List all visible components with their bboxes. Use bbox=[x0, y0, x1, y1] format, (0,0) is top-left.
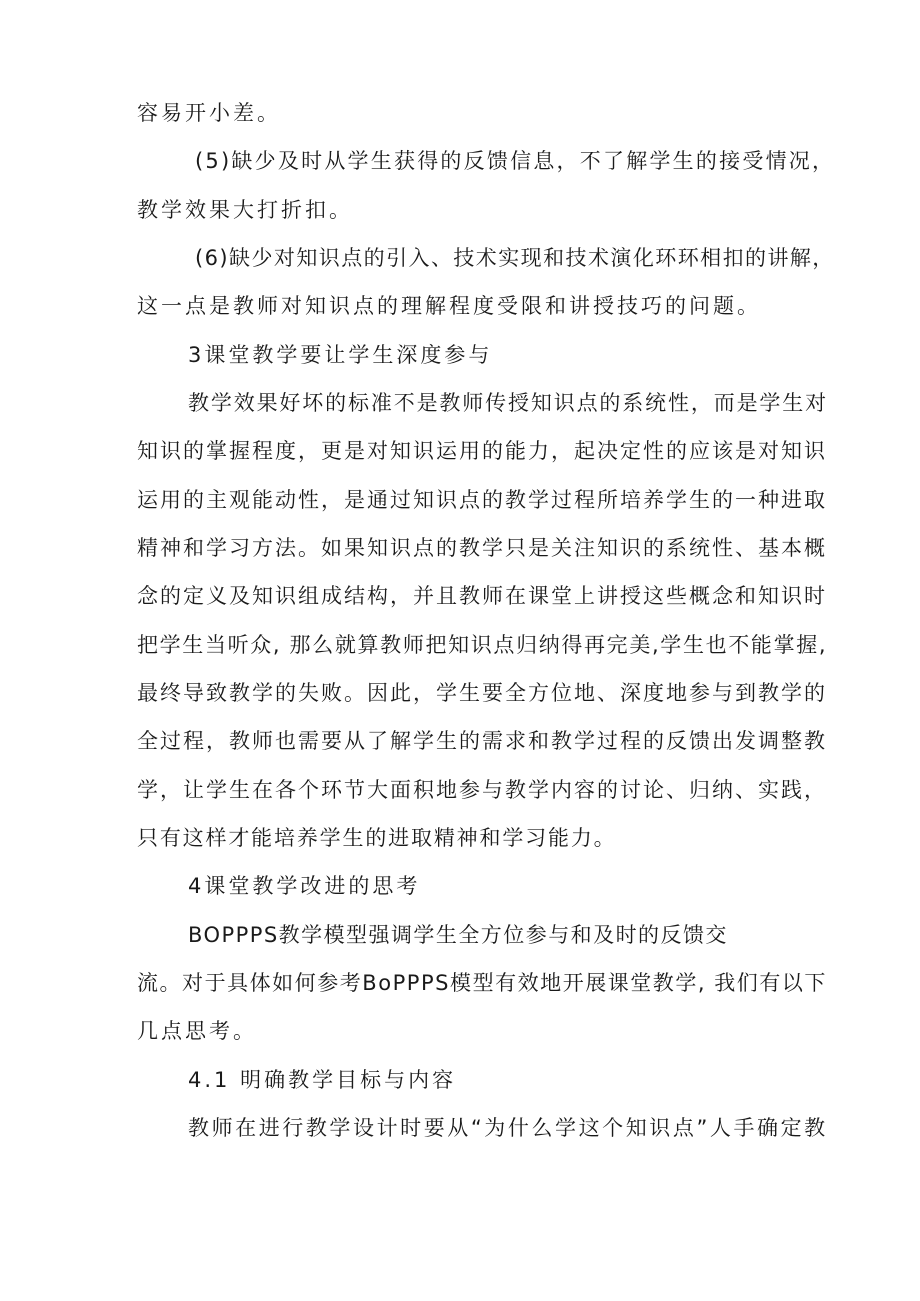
text-line: 教学效果大打折扣。 bbox=[137, 198, 353, 222]
text-line: 学，让学生在各个环节大面积地参与教学内容的讨论、归纳、实践， bbox=[137, 778, 827, 802]
text-line: 运用的主观能动性，是通过知识点的教学过程所培养学生的一种进取 bbox=[137, 488, 827, 512]
text-line: 教学效果好坏的标准不是教师传授知识点的系统性，而是学生对 bbox=[188, 391, 828, 415]
text-line: 全过程，教师也需要从了解学生的需求和教学过程的反馈出发调整教 bbox=[137, 729, 827, 753]
text-line: 念的定义及知识组成结构，并且教师在课堂上讲授这些概念和知识时 bbox=[137, 584, 827, 608]
section-heading: 4课堂教学改进的思考 bbox=[188, 874, 421, 898]
text-line: 精神和学习方法。如果知识点的教学只是关注知识的系统性、基本概 bbox=[137, 536, 827, 560]
text-line: 把学生当听众, 那么就算教师把知识点归纳得再完美,学生也不能掌握, bbox=[137, 633, 828, 657]
text-line: 知识的掌握程度，更是对知识运用的能力，起决定性的应该是对知识 bbox=[137, 439, 827, 463]
text-line: (6)缺少对知识点的引入、技术实现和技术演化环环相扣的讲解， bbox=[195, 246, 835, 270]
text-line: 容易开小差。 bbox=[137, 101, 281, 125]
subsection-heading: 4.1 明确教学目标与内容 bbox=[188, 1068, 457, 1092]
text-line: (5)缺少及时从学生获得的反馈信息，不了解学生的接受情况， bbox=[195, 149, 836, 173]
text-line: 流。对于具体如何参考BoPPPS模型有效地开展课堂教学, 我们有以下 bbox=[137, 971, 827, 995]
text-line: 只有这样才能培养学生的进取精神和学习能力。 bbox=[137, 826, 617, 850]
section-heading: 3课堂教学要让学生深度参与 bbox=[188, 343, 493, 367]
text-line: 教师在进行教学设计时要从“为什么学这个知识点”人手确定教 bbox=[188, 1116, 828, 1140]
text-line: 几点思考。 bbox=[137, 1019, 257, 1043]
text-line: BOPPPS教学模型强调学生全方位参与和及时的反馈交 bbox=[188, 923, 728, 947]
text-line: 最终导致教学的失败。因此，学生要全方位地、深度地参与到教学的 bbox=[137, 681, 827, 705]
text-line: 这一点是教师对知识点的理解程度受限和讲授技巧的问题。 bbox=[137, 294, 761, 318]
